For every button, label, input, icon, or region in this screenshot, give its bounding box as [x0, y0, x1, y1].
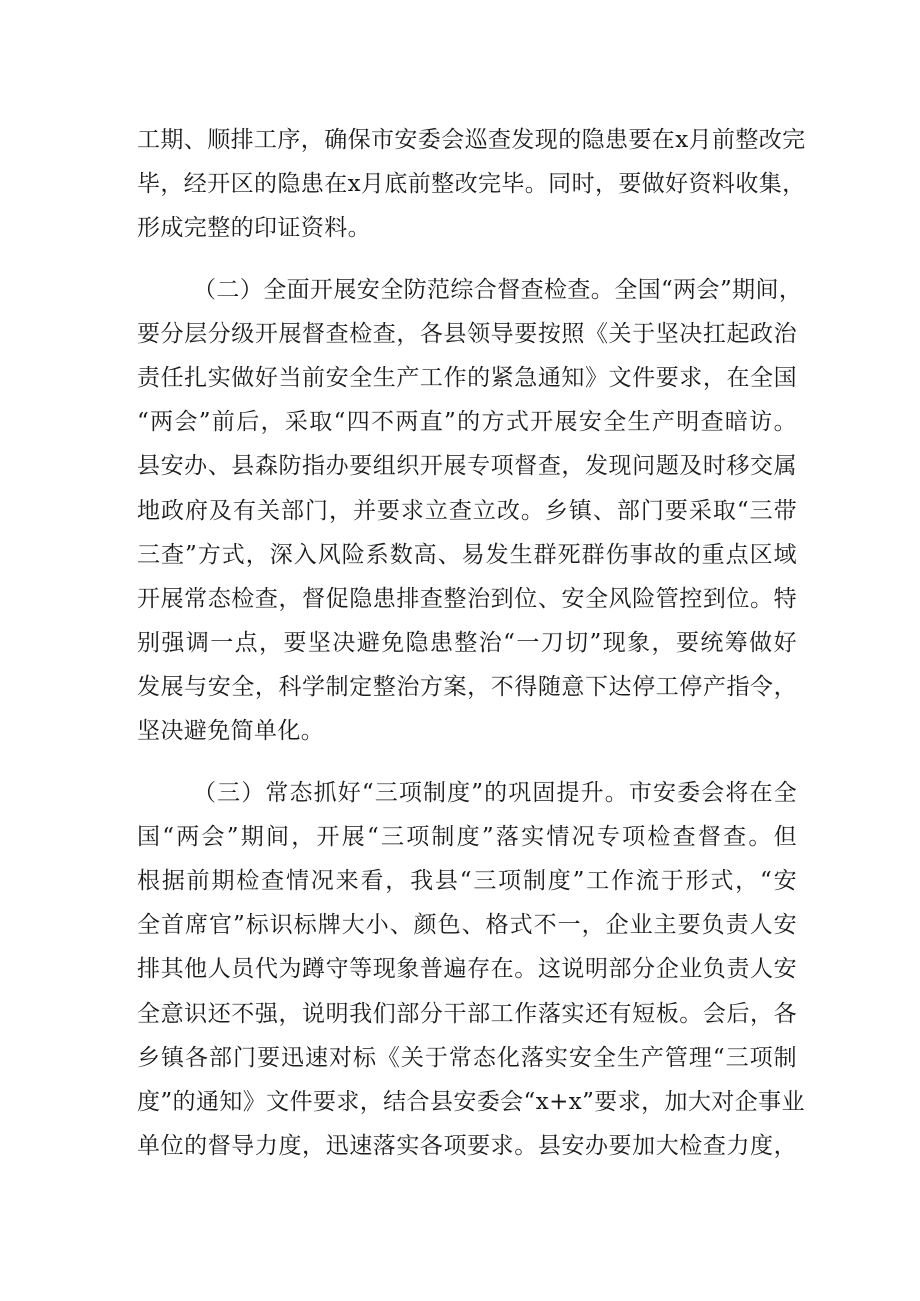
paragraph-line: 乡镇各部门要迅速对标《关于常态化落实安全生产管理“三项制 [137, 1044, 797, 1071]
paragraph-line: 度”的通知》文件要求，结合县安委会“x+x”要求，加大对企事业 [137, 1088, 805, 1115]
paragraph-line: 工期、顺排工序，确保市安委会巡查发现的隐患要在x月前整改完 [137, 127, 806, 153]
paragraph-1 [137, 118, 806, 251]
paragraph-line: 毕，经开区的隐患在x月底前整改完毕。同时，要做好资料收集， [137, 171, 806, 198]
paragraph-line: 别强调一点，要坚决避免隐患整治“一刀切”现象，要统筹做好 [137, 630, 797, 657]
paragraph-line: （二）全面开展安全防范综合督查检查。全国“两会”期间， [193, 276, 803, 303]
paragraph-line: （三）常态抓好“三项制度”的巩固提升。市安委会将在全 [193, 779, 797, 806]
paragraph-line: 坚决避免简单化。 [137, 718, 325, 745]
paragraph-line: 排其他人员代为蹲守等现象普遍存在。这说明部分企业负责人安 [137, 956, 797, 983]
paragraph-line: 责任扎实做好当前安全生产工作的紧急通知》文件要求，在全国 [137, 364, 797, 391]
document-body [137, 118, 806, 1168]
paragraph-line: 要分层分级开展督查检查，各县领导要按照《关于坚决扛起政治 [137, 320, 797, 347]
paragraph-line: 全首席官”标识标牌大小、颜色、格式不一，企业主要负责人安 [137, 912, 797, 939]
paragraph-line: 县安办、县森防指办要组织开展专项督查，发现问题及时移交属 [137, 453, 797, 480]
paragraph-line: 国“两会”期间，开展“三项制度”落实情况专项检查督查。但 [137, 823, 797, 850]
paragraph-line: 形成完整的印证资料。 [137, 215, 371, 242]
paragraph-line: 全意识还不强，说明我们部分干部工作落实还有短板。会后，各 [137, 1000, 797, 1027]
paragraph-line: 单位的督导力度，迅速落实各项要求。县安办要加大检查力度， [137, 1133, 797, 1160]
paragraph-line: 三查”方式，深入风险系数高、易发生群死群伤事故的重点区域 [137, 541, 797, 568]
paragraph-line: 地政府及有关部门，并要求立查立改。乡镇、部门要采取“三带 [137, 497, 797, 524]
paragraph-3 [137, 771, 805, 1169]
paragraph-2 [137, 268, 803, 754]
paragraph-line: 根据前期检查情况来看，我县“三项制度”工作流于形式，“安 [137, 868, 797, 894]
paragraph-line: “两会”前后，采取“四不两直”的方式开展安全生产明查暗访。 [137, 409, 797, 436]
paragraph-line: 开展常态检查，督促隐患排查整治到位、安全风险管控到位。特 [137, 585, 797, 612]
paragraph-line: 发展与安全，科学制定整治方案，不得随意下达停工停产指令， [137, 674, 797, 701]
